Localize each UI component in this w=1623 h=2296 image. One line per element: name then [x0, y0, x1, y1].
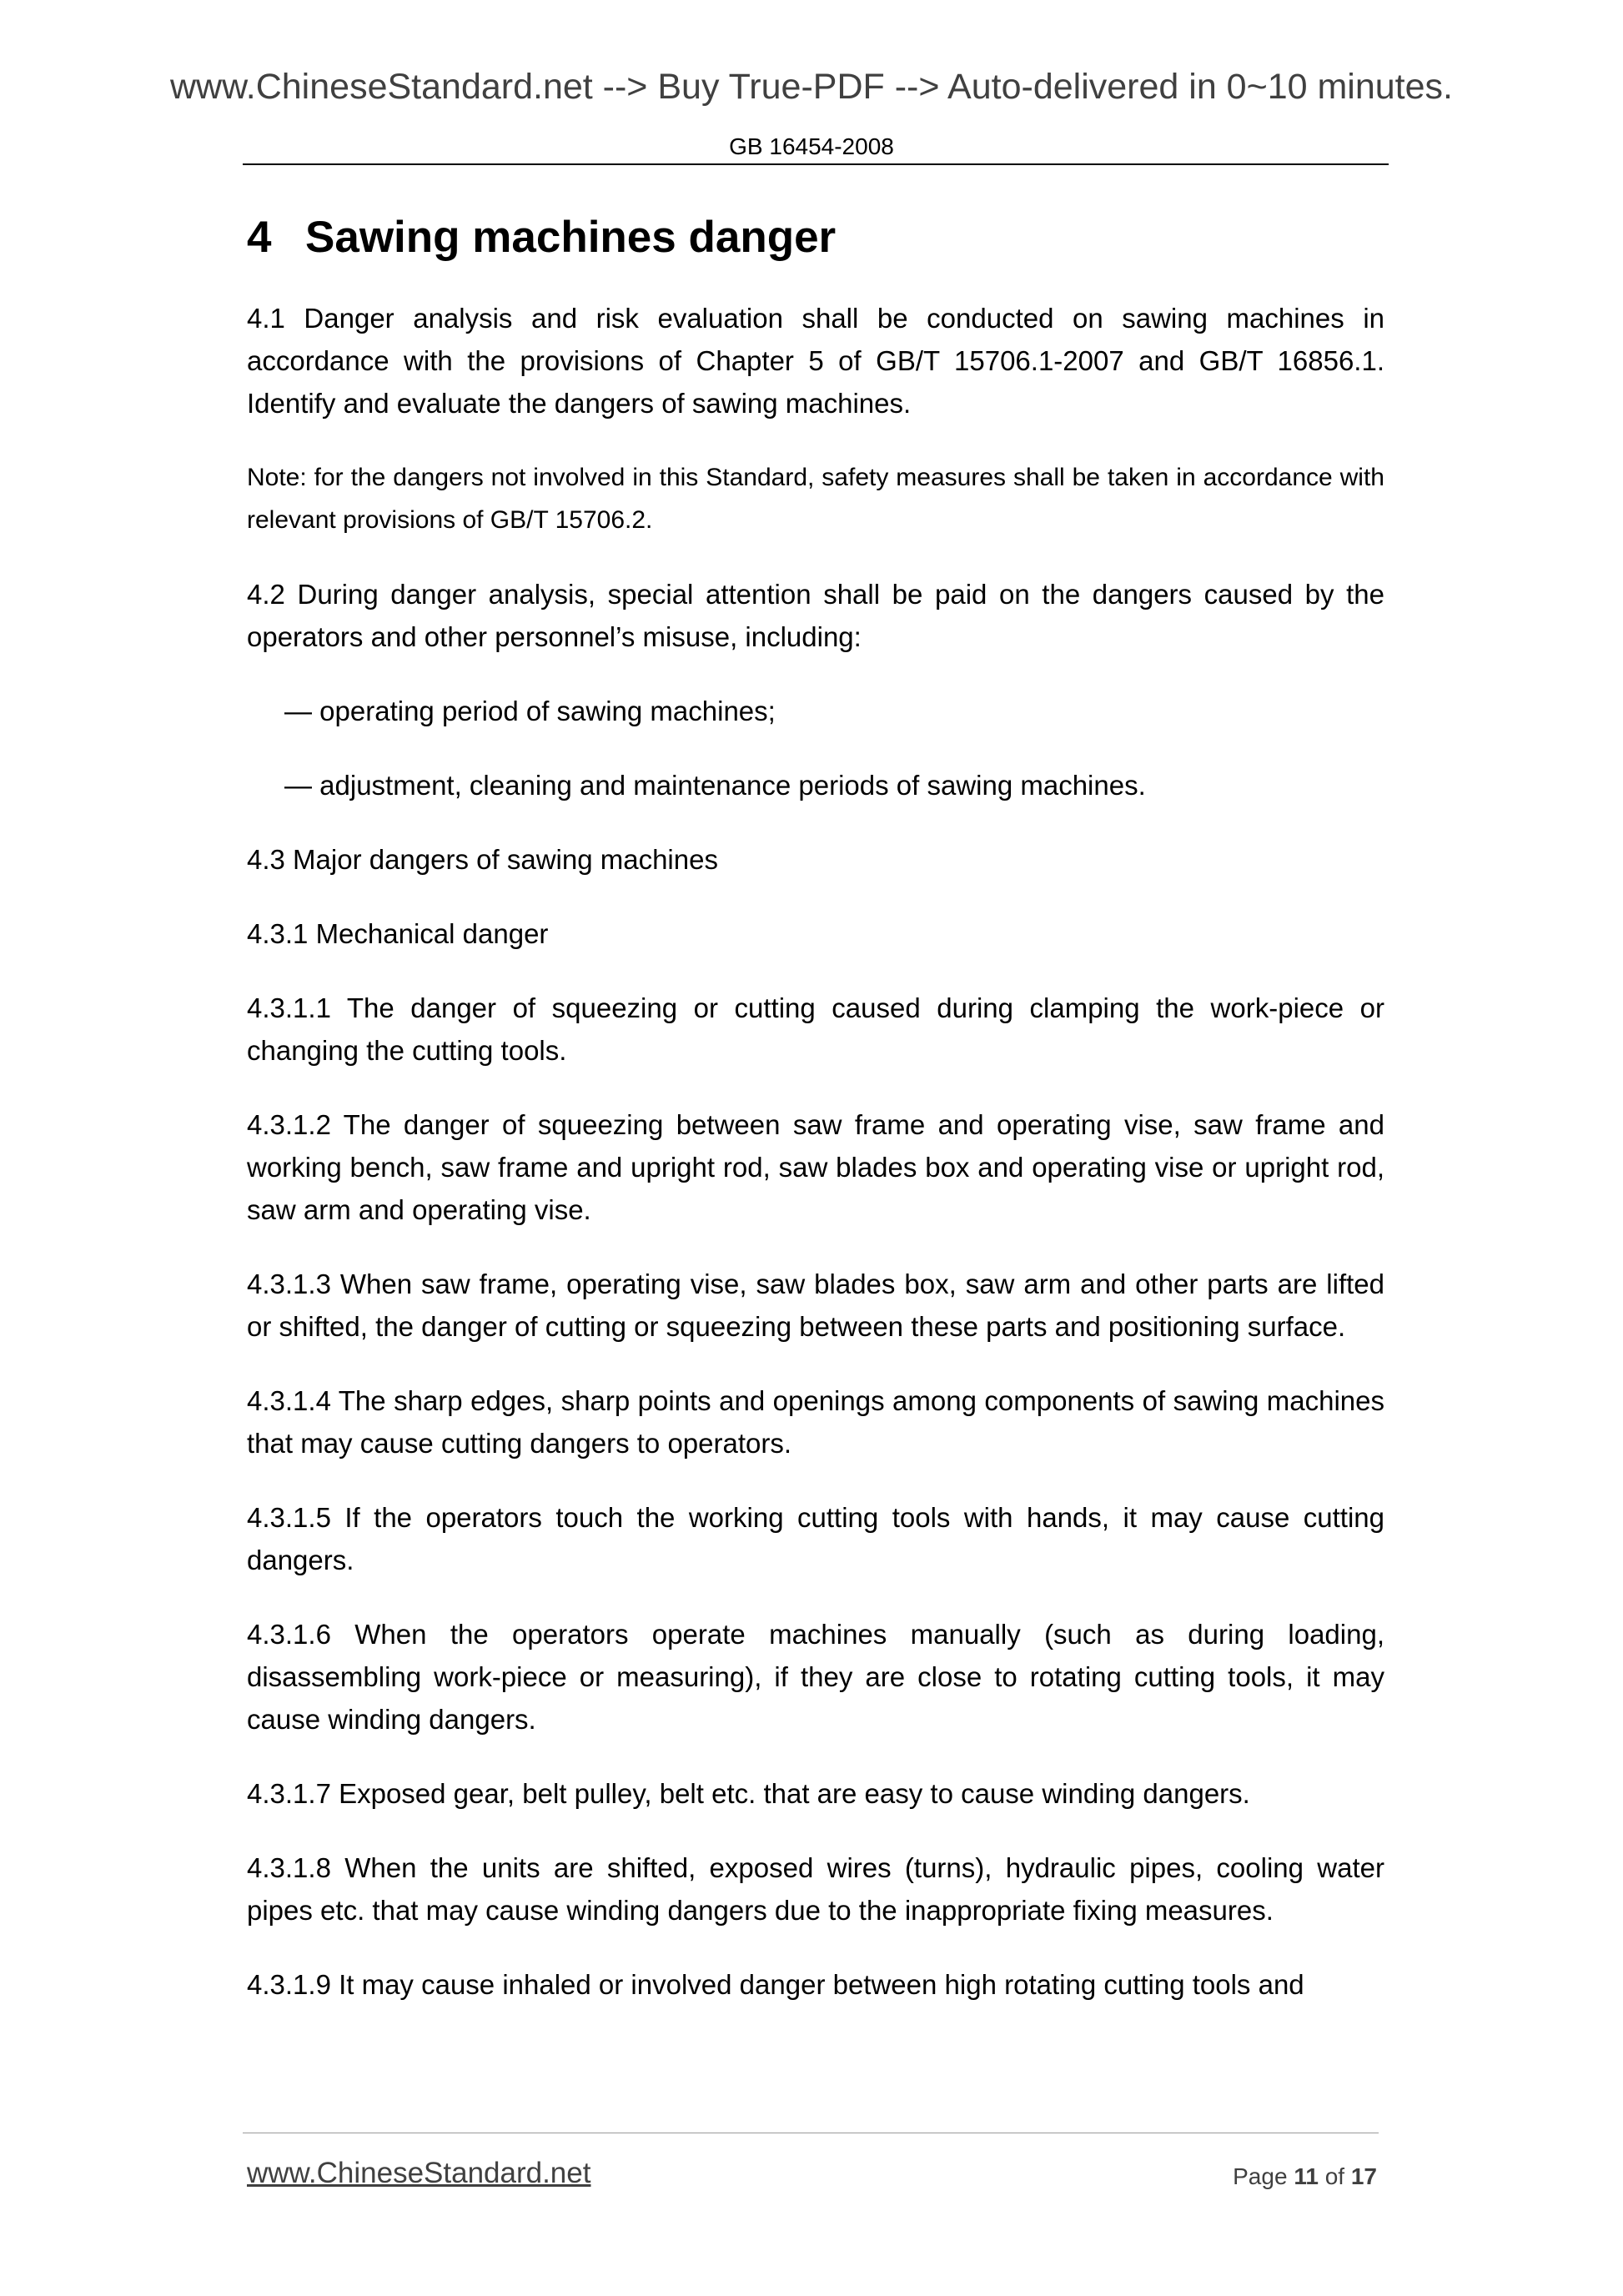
- section-number: 4: [247, 213, 272, 262]
- document-body: [247, 208, 1384, 2037]
- header-divider: [243, 163, 1389, 165]
- clause-4-3-1-8: 4.3.1.8 When the units are shifted, exposed wires (turns), hydraulic pipes, cooling water pipes etc. that may cause winding dangers due to the inappropriate fixing measures.: [247, 1852, 1384, 1926]
- purchase-banner: www.ChineseStandard.net --> Buy True-PDF --> Auto-delivered in 0~10 minutes.: [169, 67, 1453, 107]
- clause-4-3: 4.3 Major dangers of sawing machines: [247, 844, 718, 875]
- clause-4-3-1-6: 4.3.1.6 When the operators operate machines manually (such as during loading, disassembling work-piece or measuring), if they are close to rotating cutting tools, it may cause winding dangers.: [247, 1619, 1384, 1735]
- clause-4-3-1: 4.3.1 Mechanical danger: [247, 918, 549, 949]
- page-current: 11: [1294, 2163, 1319, 2189]
- page-indicator: [1233, 2162, 1377, 2192]
- page-total: 17: [1350, 2163, 1377, 2189]
- clause-4-2: 4.2 During danger analysis, special attention shall be paid on the dangers caused by the operators and other personnel’s misuse, including:: [247, 579, 1384, 652]
- clause-4-3-1-2: 4.3.1.2 The danger of squeezing between saw frame and operating vise, saw frame and working bench, saw frame and upright rod, saw blades box and operating vise or upright rod, saw arm and operating vise.: [247, 1109, 1384, 1225]
- clause-4-3-1-9: 4.3.1.9 It may cause inhaled or involved danger between high rotating cutting tools and: [247, 1969, 1304, 2000]
- footer-site-link[interactable]: www.ChineseStandard.net: [247, 2157, 591, 2189]
- list-item: — operating period of sawing machines;: [284, 696, 776, 726]
- clause-4-1: 4.1 Danger analysis and risk evaluation shall be conducted on sawing machines in accordance with the provisions of Chapter 5 of GB/T 15706.1-2007 and GB/T 16856.1. Identify and evaluate the dangers of sawing machines.: [247, 303, 1384, 419]
- page-of: of: [1324, 2163, 1345, 2189]
- section-heading: [247, 208, 1384, 267]
- standard-code: GB 16454-2008: [729, 133, 894, 159]
- section-title: Sawing machines danger: [305, 213, 837, 262]
- page-prefix: Page: [1233, 2163, 1288, 2189]
- clause-4-3-1-1: 4.3.1.1 The danger of squeezing or cutting caused during clamping the work-piece or changing the cutting tools.: [247, 992, 1384, 1066]
- clause-4-3-1-4: 4.3.1.4 The sharp edges, sharp points and openings among components of sawing machines that may cause cutting dangers to operators.: [247, 1385, 1384, 1459]
- clause-4-3-1-5: 4.3.1.5 If the operators touch the working cutting tools with hands, it may cause cutting dangers.: [247, 1502, 1384, 1575]
- list-item: — adjustment, cleaning and maintenance periods of sawing machines.: [284, 770, 1146, 801]
- note-paragraph: Note: for the dangers not involved in this Standard, safety measures shall be taken in accordance with relevant provisions of GB/T 15706.2.: [247, 464, 1384, 534]
- clause-4-3-1-7: 4.3.1.7 Exposed gear, belt pulley, belt etc. that are easy to cause winding dangers.: [247, 1778, 1250, 1809]
- clause-4-3-1-3: 4.3.1.3 When saw frame, operating vise, saw blades box, saw arm and other parts are lifted or shifted, the danger of cutting or squeezing between these parts and positioning surface.: [247, 1269, 1384, 1342]
